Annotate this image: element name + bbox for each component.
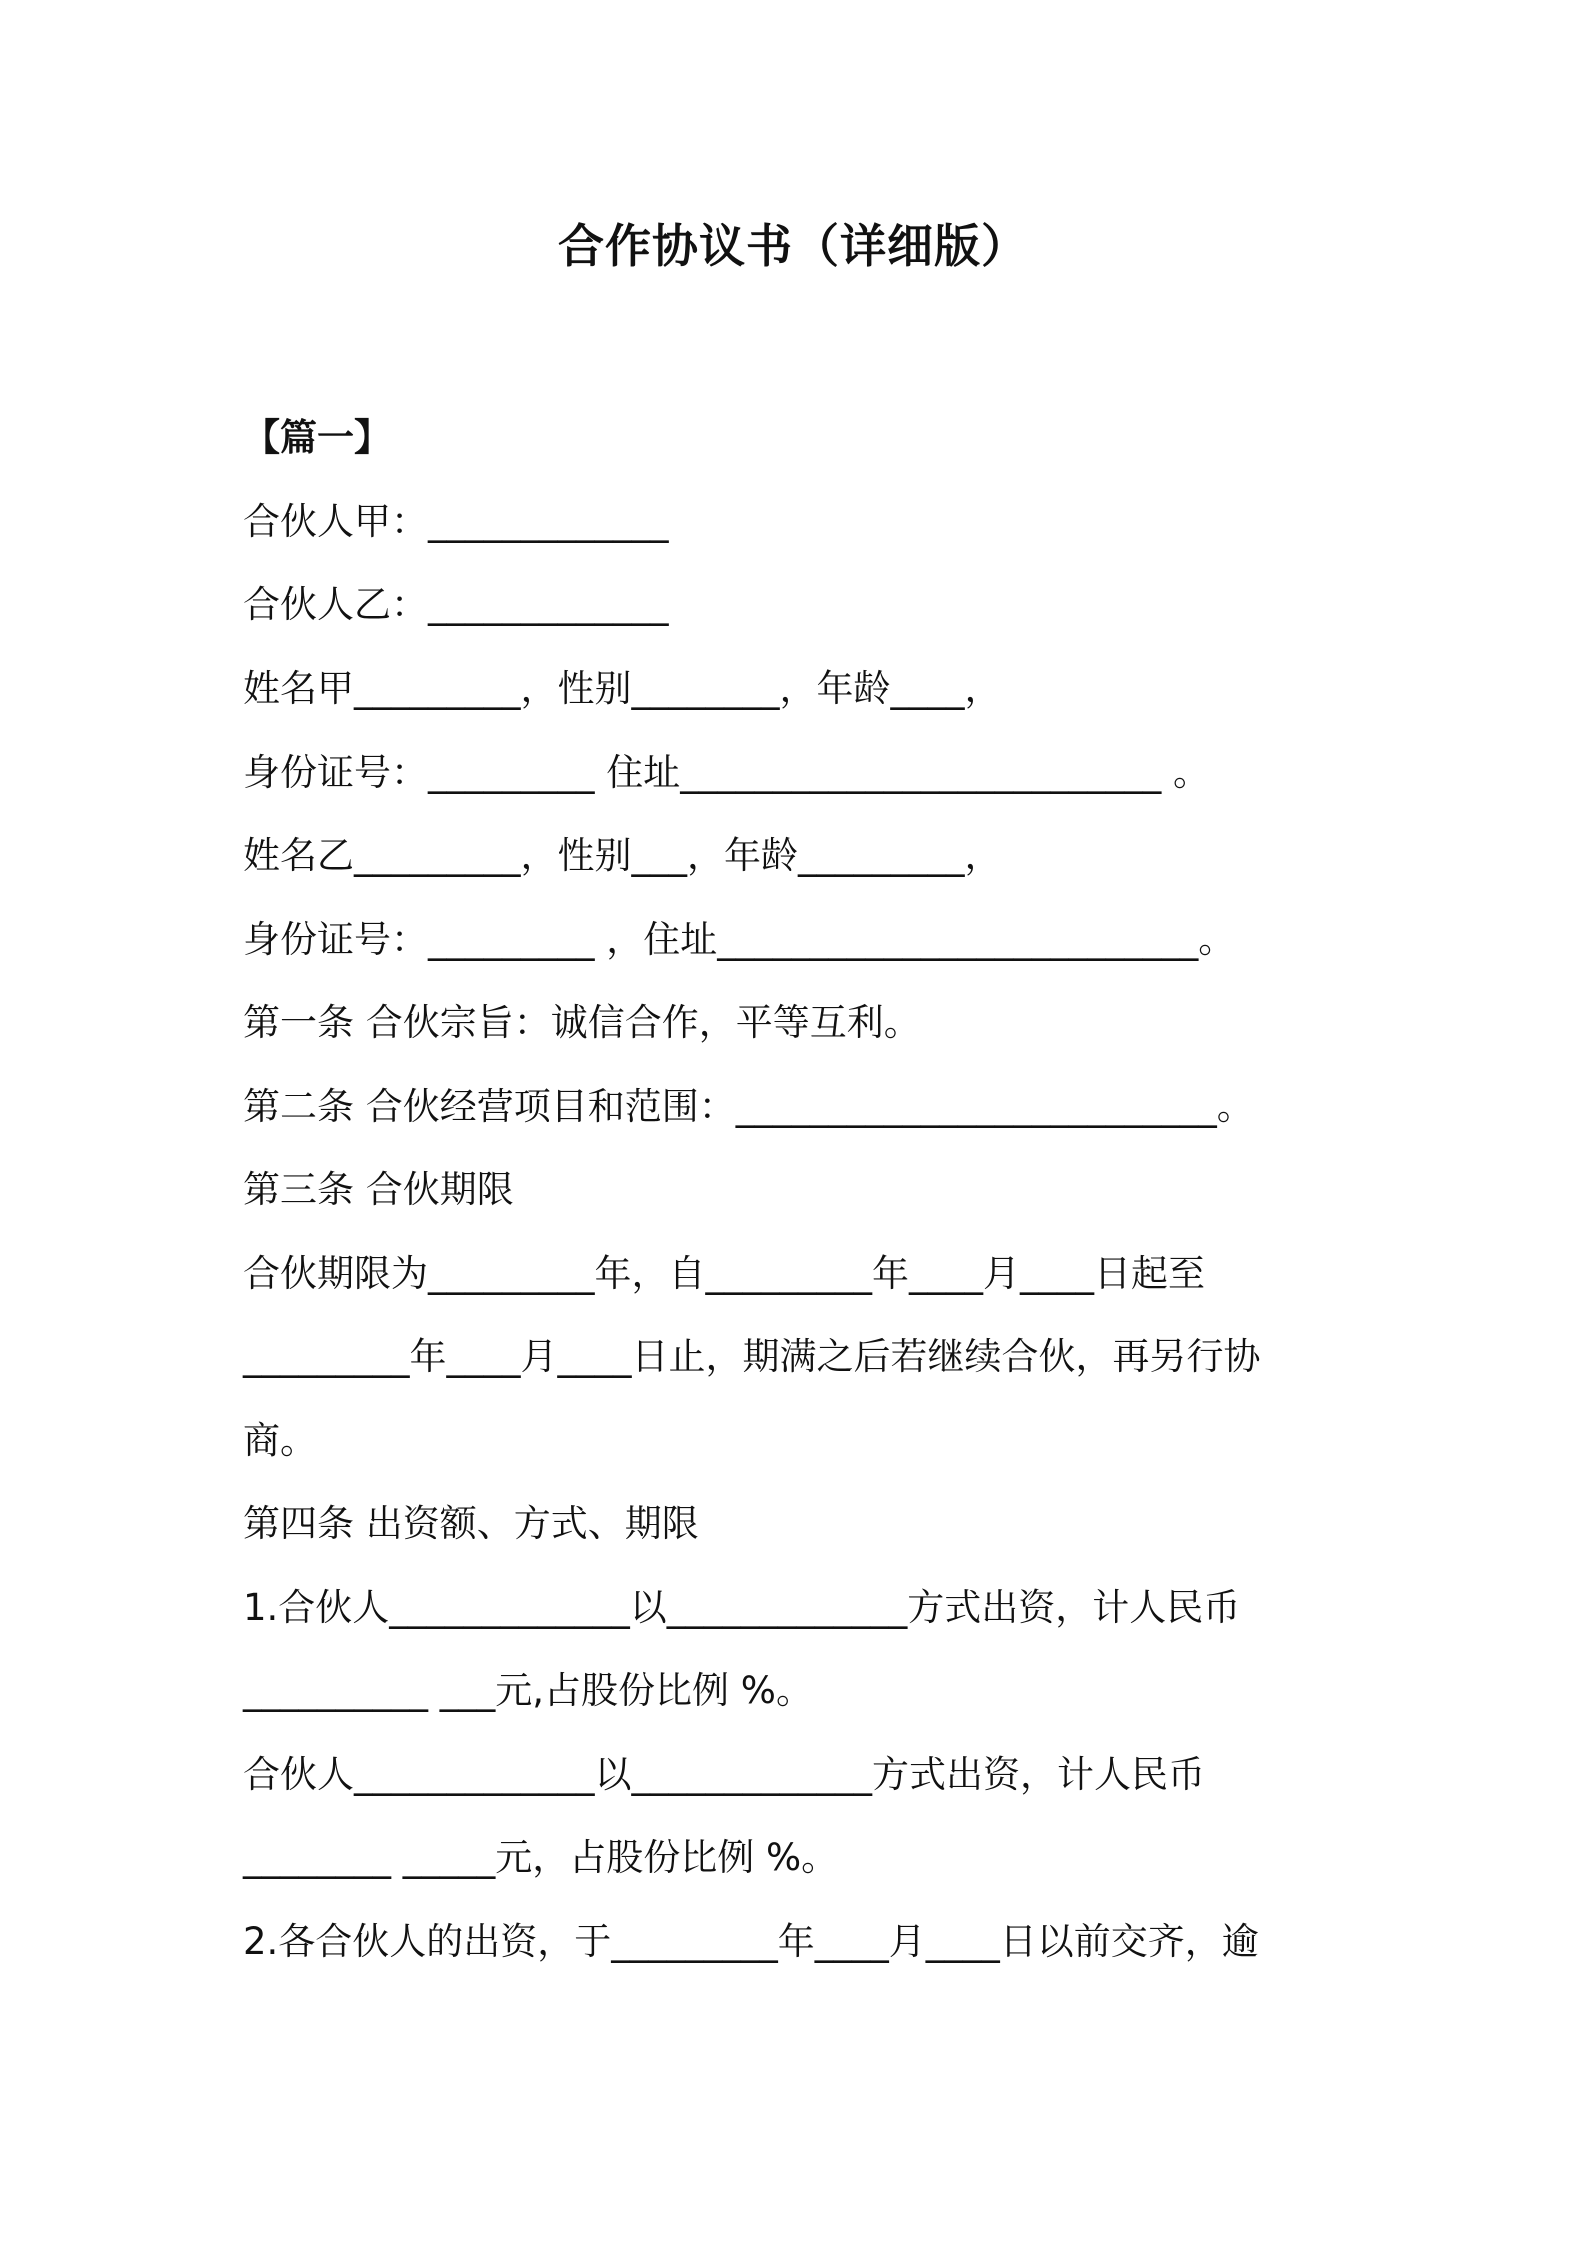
article-3-line-3: 商。 <box>243 1419 317 1462</box>
section-heading: 【篇一】 <box>243 416 391 459</box>
article-3-heading: 第三条 合伙期限 <box>243 1168 514 1211</box>
name-a-line: 姓名甲_________，性别________，年龄____， <box>243 667 1002 710</box>
article-3-line-1: 合伙期限为_________年，自_________年____月____日起至 <box>243 1252 1205 1295</box>
id-a-line: 身份证号：_________ 住址__________________________ 。 <box>243 751 1211 794</box>
article-4-item-2: 2.各合伙人的出资，于_________年____月____日以前交齐，逾 <box>243 1920 1259 1963</box>
partner-a-line: 合伙人甲：_____________ <box>243 500 669 543</box>
article-3-line-2: _________年____月____日止，期满之后若继续合伙，再另行协 <box>243 1335 1261 1378</box>
article-4-item-1b-cont: ________ _____元，占股份比例 %。 <box>243 1836 839 1879</box>
article-1-line: 第一条 合伙宗旨：诚信合作，平等互利。 <box>243 1001 921 1044</box>
partner-b-line: 合伙人乙：_____________ <box>243 583 669 626</box>
name-b-line: 姓名乙_________，性别___，年龄_________， <box>243 834 1002 877</box>
article-4-item-1b: 合伙人_____________以_____________方式出资，计人民币 <box>243 1753 1205 1796</box>
article-4-item-1: 1.合伙人_____________以_____________方式出资，计人民币 <box>243 1586 1241 1629</box>
article-2-line: 第二条 合伙经营项目和范围：__________________________。 <box>243 1085 1254 1128</box>
document-title: 合作协议书（详细版） <box>558 219 1028 273</box>
article-4-heading: 第四条 出资额、方式、期限 <box>243 1502 699 1545</box>
id-b-line: 身份证号：_________ ，住址__________________________。 <box>243 918 1236 961</box>
article-4-item-1-cont: __________ ___元,占股份比例 %。 <box>243 1669 813 1712</box>
